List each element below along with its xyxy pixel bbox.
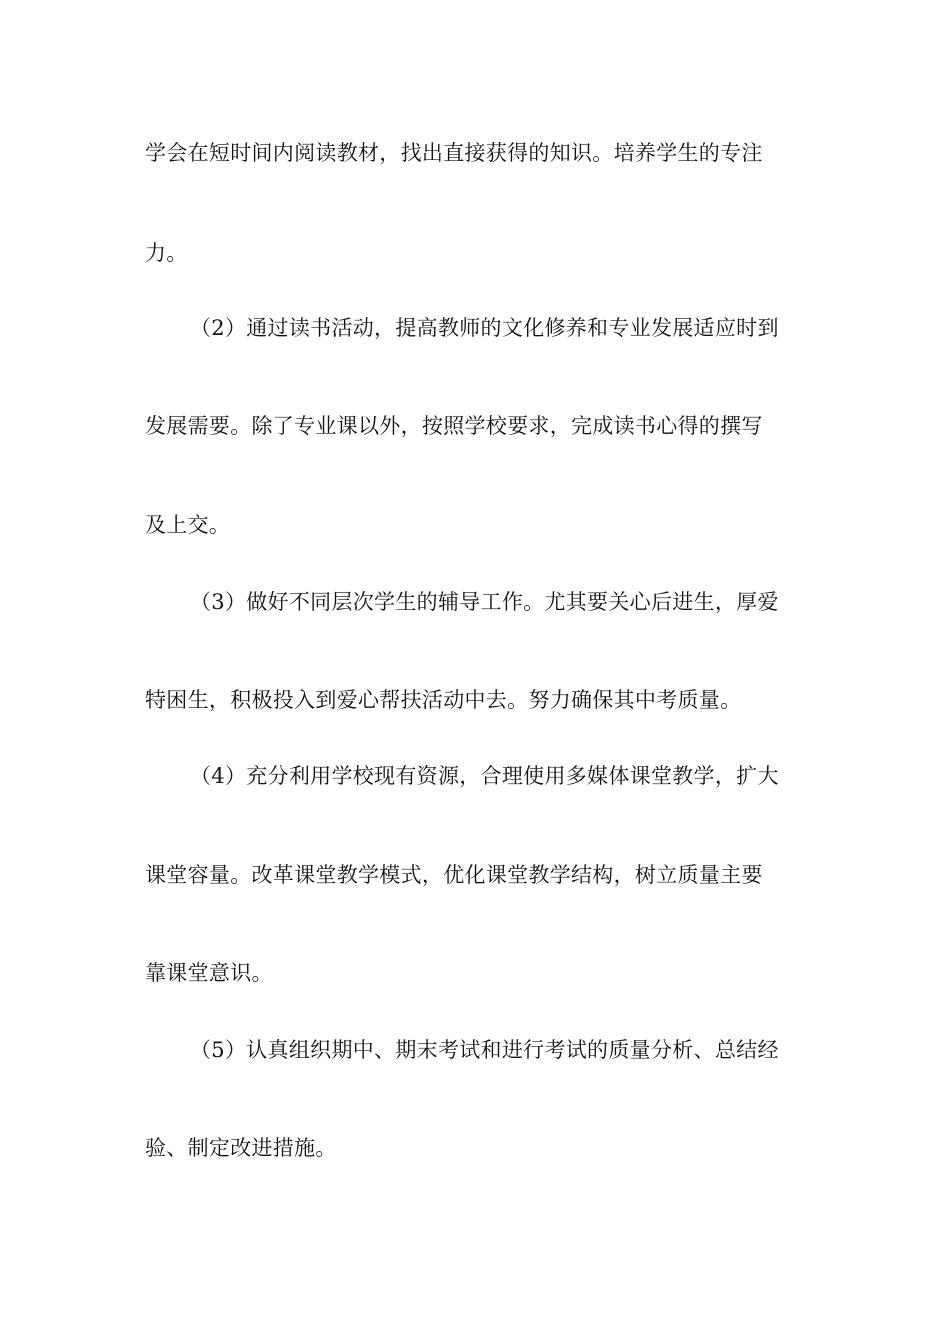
- paragraph-1-line-2: 力。: [145, 241, 188, 265]
- paragraph-4-line-3: 靠课堂意识。: [145, 961, 273, 985]
- paragraph-2-line-3: 及上交。: [145, 513, 231, 537]
- paragraph-2-line-2: 发展需要。除了专业课以外，按照学校要求，完成读书心得的撰写: [145, 414, 763, 438]
- paragraph-4-line-1: （4）充分利用学校现有资源，合理使用多媒体课堂教学，扩大: [190, 764, 779, 788]
- paragraph-3-line-1: （3）做好不同层次学生的辅导工作。尤其要关心后进生，厚爱: [190, 590, 779, 614]
- paragraph-4-line-2: 课堂容量。改革课堂教学模式，优化课堂教学结构，树立质量主要: [145, 863, 763, 887]
- paragraph-2-line-1: （2）通过读书活动，提高教师的文化修养和专业发展适应时到: [190, 316, 779, 340]
- paragraph-3-line-2: 特困生，积极投入到爱心帮扶活动中去。努力确保其中考质量。: [145, 688, 742, 712]
- paragraph-5-line-1: （5）认真组织期中、期末考试和进行考试的质量分析、总结经: [190, 1038, 779, 1062]
- paragraph-1-line-1: 学会在短时间内阅读教材，找出直接获得的知识。培养学生的专注: [145, 141, 763, 165]
- paragraph-5-line-2: 验、制定改进措施。: [145, 1136, 337, 1160]
